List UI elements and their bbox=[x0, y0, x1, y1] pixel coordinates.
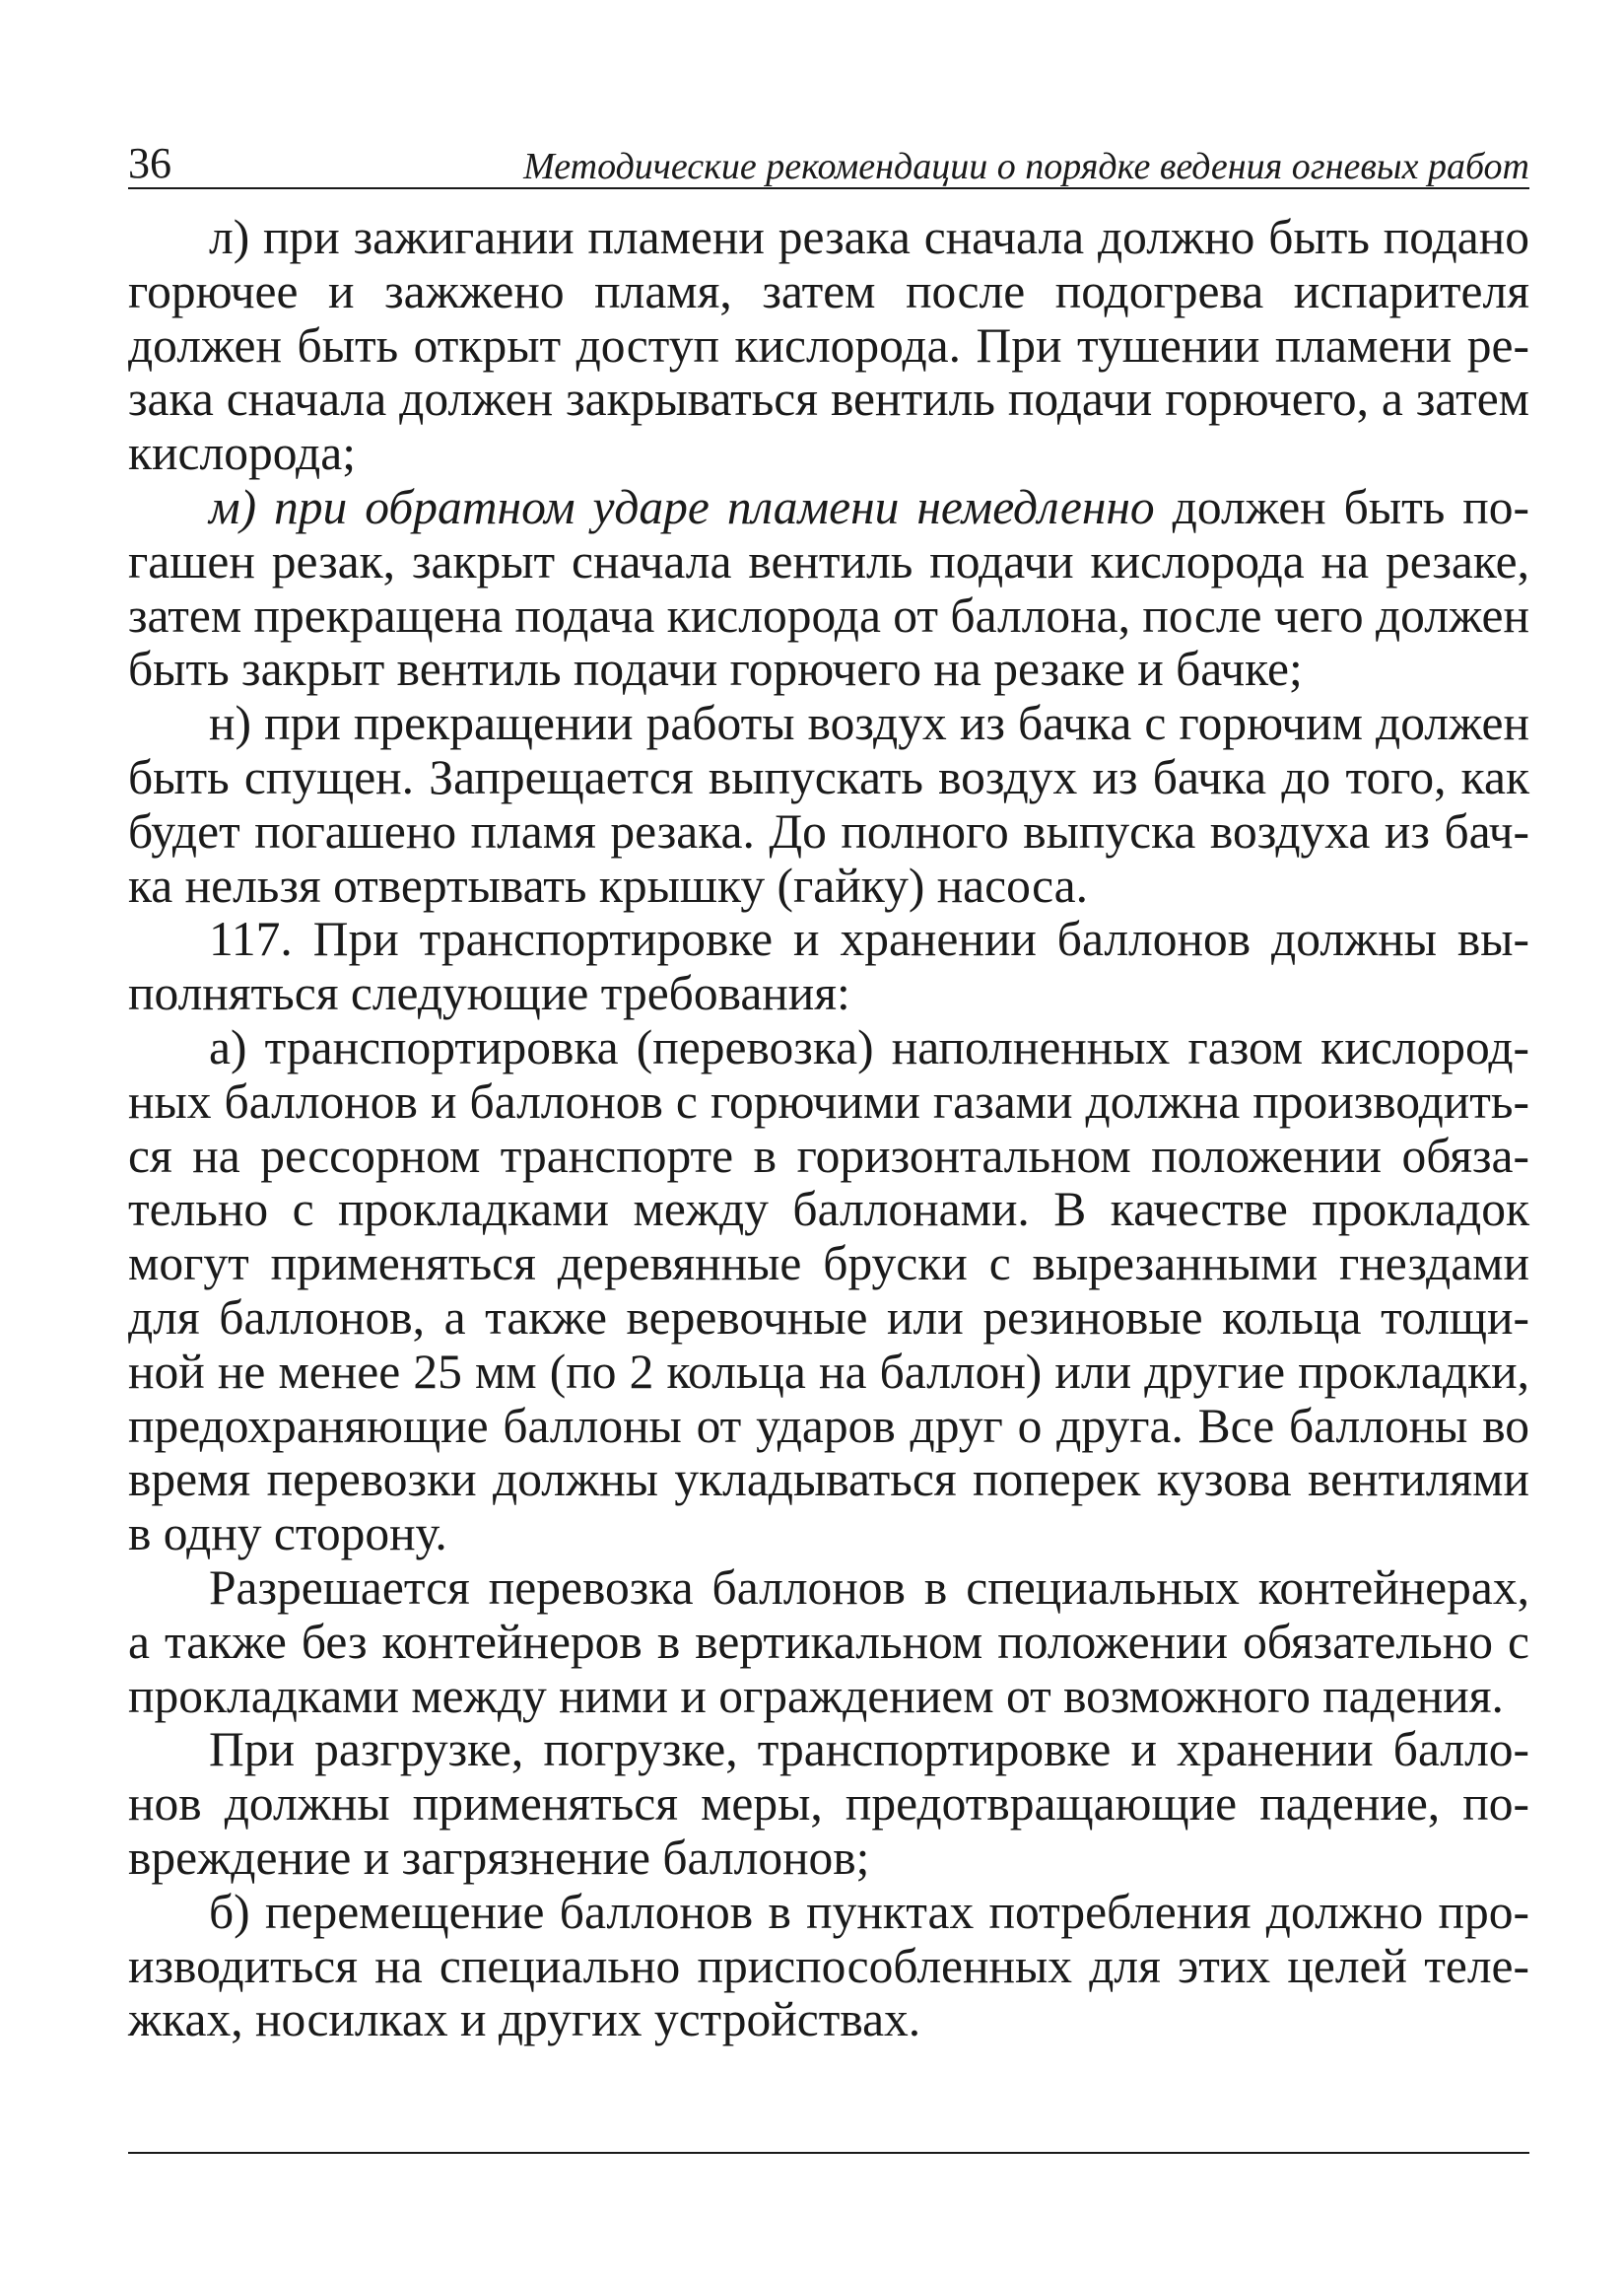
paragraph-unloading: При разгрузке, погрузке, транспортировке и хранении баллонов должны применяться меры, предотвращающие падение, повреждение и загрязнение баллонов; bbox=[128, 1722, 1529, 1885]
paragraph-117: 117. При транспортировке и хранении баллонов должны выполняться следующие требования: bbox=[128, 912, 1529, 1021]
paragraph-m-text: должен быть погашен резак, закрыт сначала вентиль подачи кислорода на резаке, затем прекращена подача кислорода от баллона, после чего должен быть закрыт вентиль подачи горючего на резаке и бачке; bbox=[128, 479, 1529, 697]
book-page bbox=[128, 126, 1529, 2047]
body-text bbox=[128, 211, 1529, 2047]
paragraph-m-lead: м) при обратном ударе пламени немедленно bbox=[209, 479, 1155, 534]
paragraph-permit: Разрешается перевозка баллонов в специальных контейнерах, а также без контейнеров в вертикальном положении обязательно с прокладками между ними и ограждением от возможного падения. bbox=[128, 1559, 1529, 1723]
paragraph-n: н) при прекращении работы воздух из бачка с горючим должен быть спущен. Запрещается выпускать воздух из бачка до того, как будет погашено пламя резака. До полного выпуска воздуха из бачка нельзя отвертывать крышку (гайку) насоса. bbox=[128, 696, 1529, 913]
bottom-rule bbox=[128, 2152, 1529, 2154]
running-title: Методические рекомендации о порядке ведения огневых работ bbox=[523, 146, 1529, 187]
paragraph-m bbox=[128, 481, 1529, 697]
page-number: 36 bbox=[128, 139, 171, 187]
running-head bbox=[128, 126, 1529, 189]
paragraph-l: л) при зажигании пламени резака сначала должно быть подано горючее и зажжено пламя, затем после подогрева испарителя должен быть открыт доступ кислорода. При тушении пламени резака сначала должен закрываться вентиль подачи горючего, а затем кислорода; bbox=[128, 210, 1529, 481]
paragraph-b: б) перемещение баллонов в пунктах потребления должно производиться на специально приспособленных для этих целей тележках, носилках и других устройствах. bbox=[128, 1884, 1529, 2047]
paragraph-a: а) транспортировка (перевозка) наполненных газом кислородных баллонов и баллонов с горючими газами должна производиться на рессорном транспорте в горизонтальном положении обязательно с прокладками между баллонами. В качестве прокладок могут применяться деревянные бруски с вырезанными гнездами для баллонов, а также веревочные или резиновые кольца толщиной не менее 25 мм (по 2 кольца на баллон) или другие прокладки, предохраняющие баллоны от ударов друг о друга. Все баллоны во время перевозки должны укладываться поперек кузова вентилями в одну сторону. bbox=[128, 1019, 1529, 1561]
